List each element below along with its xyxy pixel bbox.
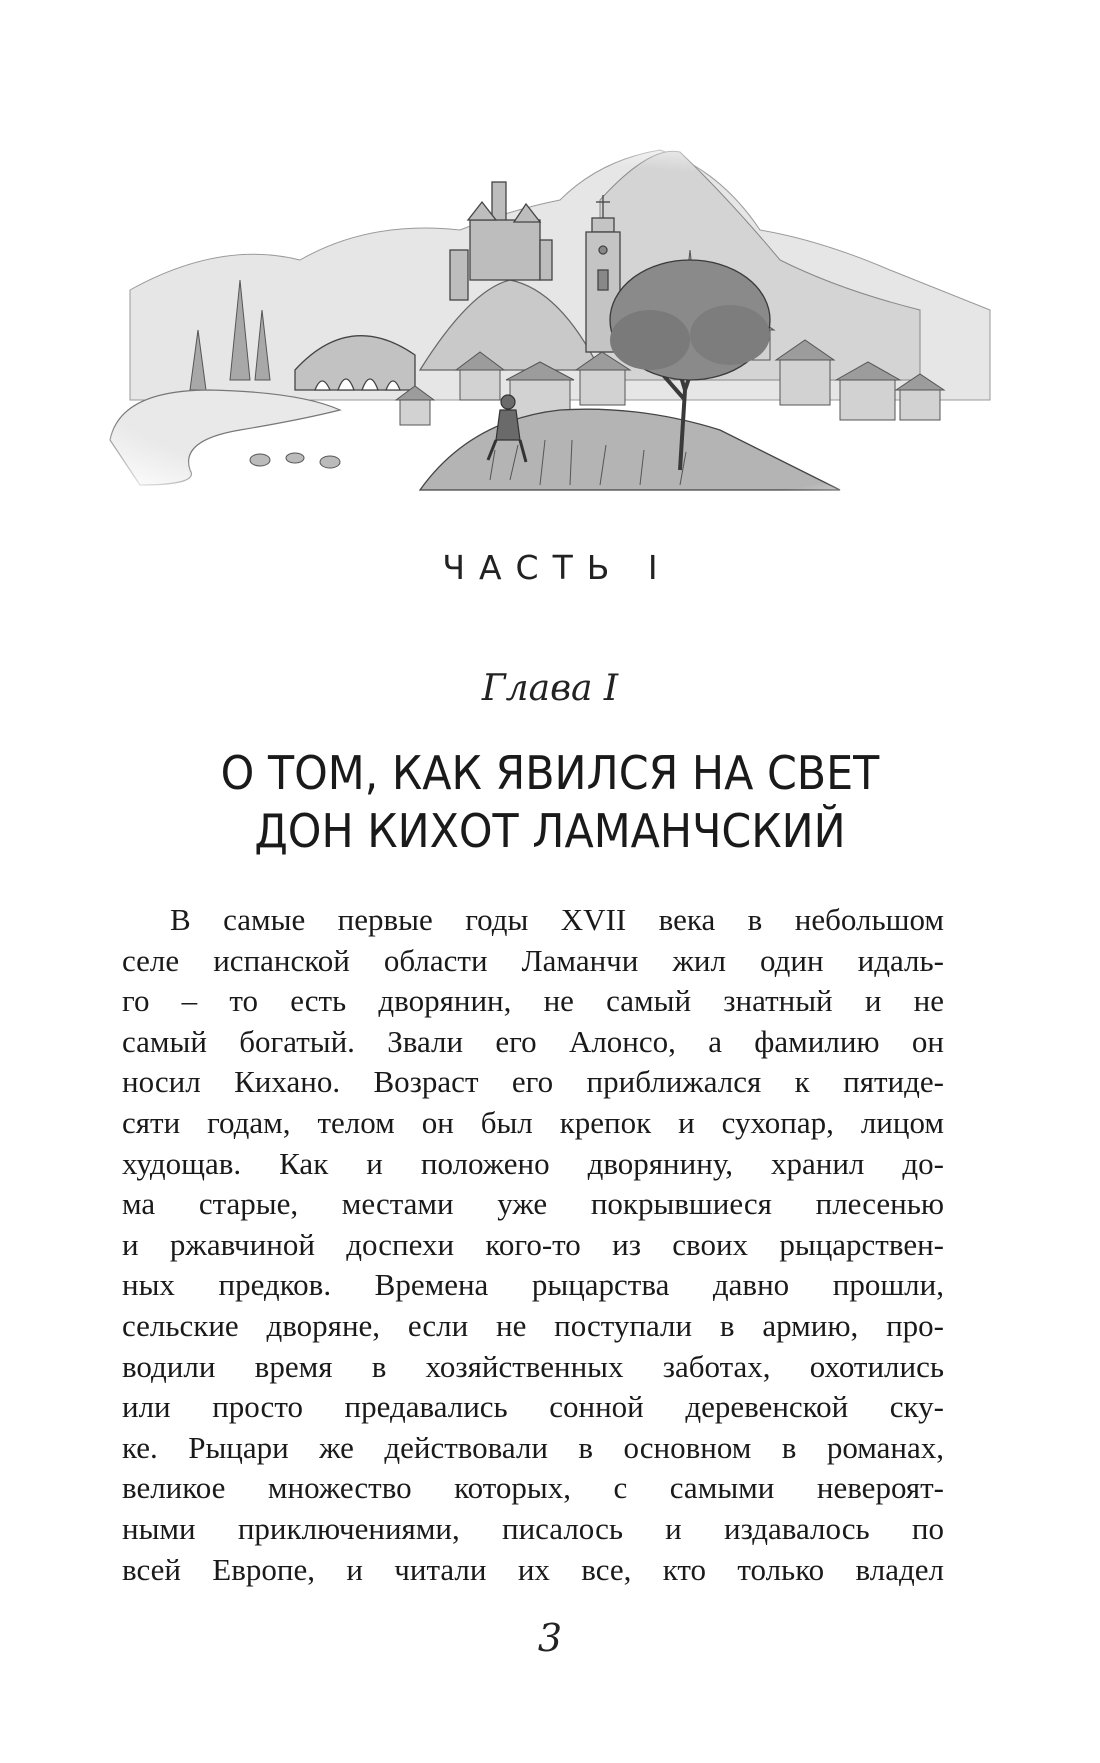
- text-line: самый богатый. Звали его Алонсо, а фамилию он: [122, 1023, 944, 1059]
- chapter-title: [39, 744, 1062, 860]
- chapter-title-line: ДОН КИХОТ ЛАМАНЧСКИЙ: [254, 804, 846, 858]
- text-line: водили время в хозяйственных заботах, охотились: [122, 1348, 944, 1384]
- part-title: ЧАСТЬ I: [442, 548, 672, 587]
- text-line: ма старые, местами уже покрывшиеся плесенью: [122, 1186, 944, 1222]
- text-line: или просто предавались сонной деревенской ску-: [122, 1389, 944, 1425]
- text-line: великое множество которых, с самыми невероят-: [122, 1470, 944, 1506]
- text-line: го – то есть дворянин, не самый знатный и не: [122, 983, 944, 1019]
- text-line: худощав. Как и положено дворянину, хранил до-: [122, 1145, 944, 1181]
- chapter-label: Глава I: [481, 668, 619, 709]
- page-number: 3: [537, 1616, 563, 1660]
- body-text: [122, 900, 944, 1590]
- text-line: ными приключениями, писалось и издавалось по: [122, 1510, 944, 1546]
- text-line: всей Европе, и читали их все, кто только владел: [122, 1551, 944, 1587]
- landscape-illustration: [40, 140, 1060, 500]
- text-line: сельские дворяне, если не поступали в армию, про-: [122, 1307, 944, 1343]
- text-line: носил Кихано. Возраст его приближался к пятиде-: [122, 1064, 944, 1100]
- text-line: сяти годам, телом он был крепок и сухопар, лицом: [122, 1104, 944, 1140]
- text-line: ных предков. Времена рыцарства давно прошли,: [122, 1267, 944, 1303]
- town-landscape-image: [40, 140, 1060, 500]
- text-line: ке. Рыцари же действовали в основном в романах,: [122, 1429, 944, 1465]
- text-line: и ржавчиной доспехи кого-то из своих рыцарствен-: [122, 1226, 944, 1262]
- text-line: селе испанской области Ламанчи жил один идаль-: [122, 942, 944, 978]
- chapter-title-line: О ТОМ, КАК ЯВИЛСЯ НА СВЕТ: [220, 746, 880, 800]
- text-line: В самые первые годы XVII века в небольшом: [170, 902, 944, 937]
